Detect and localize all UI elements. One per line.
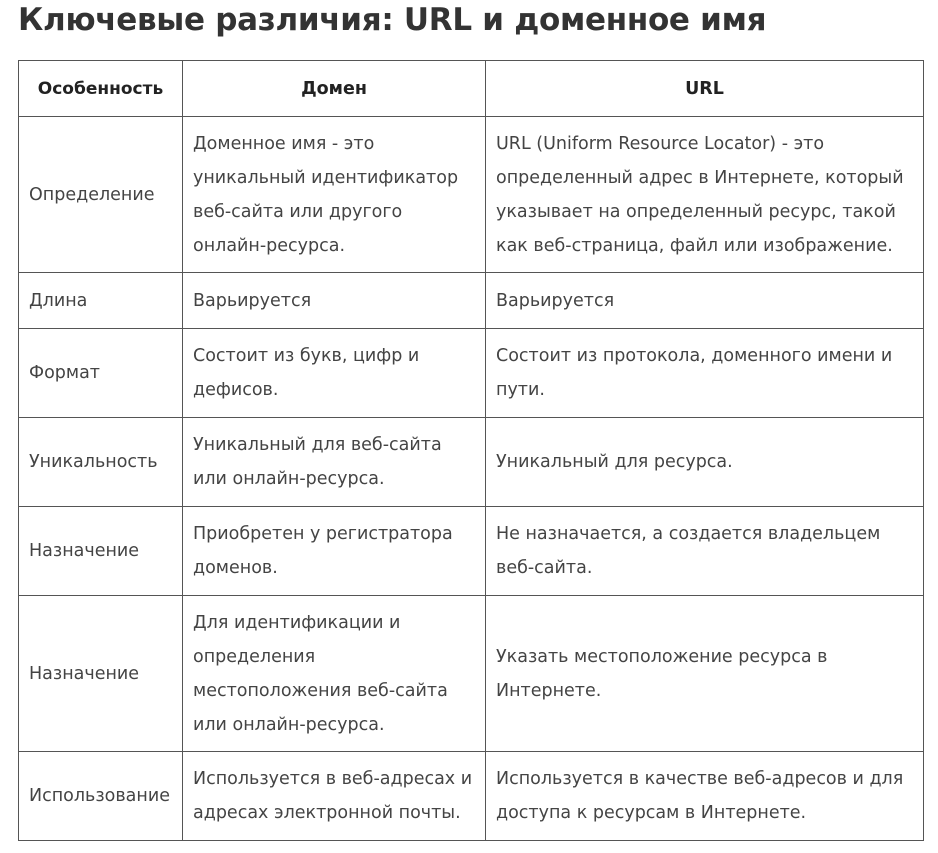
cell-feature: Назначение bbox=[19, 596, 183, 752]
cell-url: Уникальный для ресурса. bbox=[486, 418, 924, 507]
cell-domain: Используется в веб-адресах и адресах электронной почты. bbox=[183, 752, 486, 841]
cell-domain: Варьируется bbox=[183, 273, 486, 329]
table-row bbox=[19, 117, 924, 273]
header-url: URL bbox=[486, 61, 924, 117]
cell-feature: Формат bbox=[19, 329, 183, 418]
cell-feature: Определение bbox=[19, 117, 183, 273]
cell-url: Варьируется bbox=[486, 273, 924, 329]
cell-feature: Уникальность bbox=[19, 418, 183, 507]
cell-feature: Использование bbox=[19, 752, 183, 841]
cell-domain: Приобретен у регистратора доменов. bbox=[183, 507, 486, 596]
table-header-row bbox=[19, 61, 924, 117]
cell-url: Указать местоположение ресурса в Интернете. bbox=[486, 596, 924, 752]
table-row bbox=[19, 596, 924, 752]
comparison-table bbox=[18, 60, 924, 841]
table-row bbox=[19, 273, 924, 329]
cell-url: Состоит из протокола, доменного имени и пути. bbox=[486, 329, 924, 418]
cell-url: Не назначается, а создается владельцем веб-сайта. bbox=[486, 507, 924, 596]
cell-domain: Для идентификации и определения местоположения веб-сайта или онлайн-ресурса. bbox=[183, 596, 486, 752]
cell-domain: Уникальный для веб-сайта или онлайн-ресурса. bbox=[183, 418, 486, 507]
table-row bbox=[19, 418, 924, 507]
table-row bbox=[19, 329, 924, 418]
table-row bbox=[19, 752, 924, 841]
page-title: Ключевые различия: URL и доменное имя bbox=[18, 2, 767, 38]
cell-url: URL (Uniform Resource Locator) - это определенный адрес в Интернете, который указывает на определенный ресурс, такой как веб-страница, файл или изображение. bbox=[486, 117, 924, 273]
header-domain: Домен bbox=[183, 61, 486, 117]
cell-url: Используется в качестве веб-адресов и для доступа к ресурсам в Интернете. bbox=[486, 752, 924, 841]
header-feature: Особенность bbox=[19, 61, 183, 117]
cell-domain: Состоит из букв, цифр и дефисов. bbox=[183, 329, 486, 418]
cell-domain: Доменное имя - это уникальный идентификатор веб-сайта или другого онлайн-ресурса. bbox=[183, 117, 486, 273]
table-row bbox=[19, 507, 924, 596]
cell-feature: Назначение bbox=[19, 507, 183, 596]
cell-feature: Длина bbox=[19, 273, 183, 329]
